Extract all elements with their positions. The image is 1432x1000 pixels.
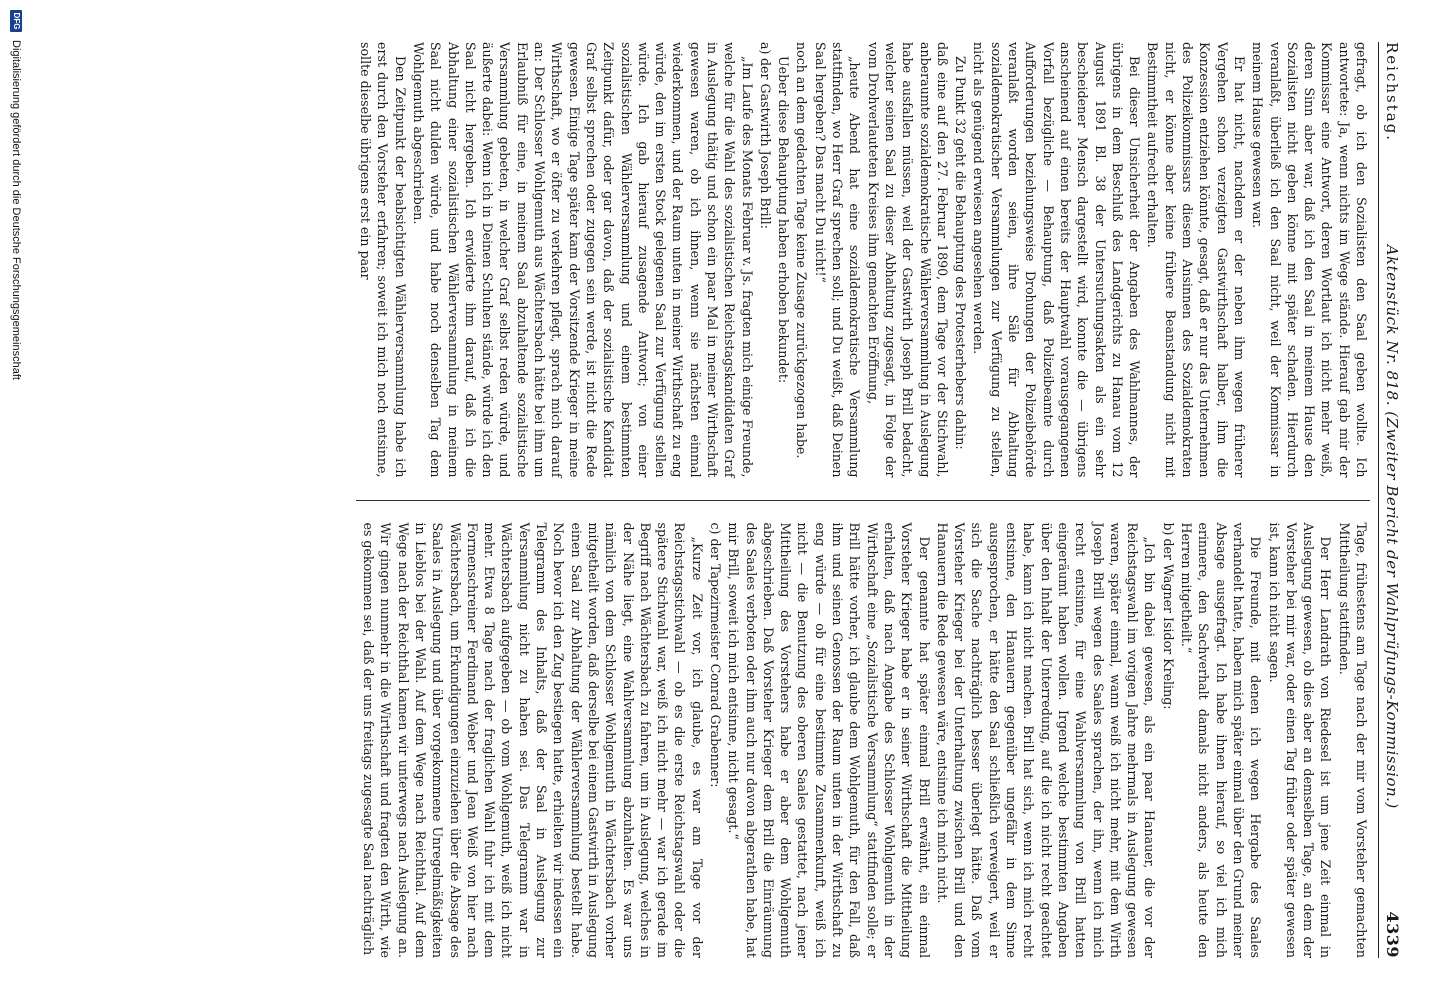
quote-paragraph: „Ich bin dabei gewesen, als ein paar Hanauer, die vor der Reichstagswahl im vorigen Jahre mehrmals in Auslegung gewesen waren, später einmal, wann weiß ich nicht mehr, mit dem Wirth Joseph Brill wegen des Saales sprachen, der ihn, wenn ich mich recht entsinne, für eine Wahlversammlung von Brill hatten eingeräumt haben wollen. Irgend welche bestimmten Angaben über den Inhalt der Unterredung, auf die ich nicht recht geachtet habe, kann ich nicht machen. Brill hat sich, wenn ich mich recht entsinne, den Hanauern gegenüber ungefähr in dem Sinne ausgesprochen, er hätte den Saal schließlich verweigert, weil er sich die Sache nachträglich besser überlegt hätte. Daß vom Vorsteher Krieger bei der Unterhaltung zwischen Brill und den Hanauern die Rede gewesen wäre, entsinne ich mich nicht. <box>934 522 1158 958</box>
item-text: der Wagner Isidor Kreling: <box>1160 538 1176 710</box>
text-columns <box>356 42 1370 958</box>
paragraph: Tage, frühestens am Tage nach der mir vom Vorsteher gemachten Mittheilung stattfinden. <box>1336 522 1369 958</box>
dfg-logo-icon: DFG <box>10 10 22 32</box>
item-text: der Tapezirmeister Conrad Grabenner: <box>708 538 724 788</box>
paragraph: Den Zeitpunkt der beabsichtigten Wählerversammlung habe ich erst durch den Vorsteher erfahren; soweit ich mich noch entsinne, sollte dieselbe übrigens erst ein paar <box>358 42 408 478</box>
item-mark: c) <box>708 522 724 535</box>
paragraph: daß eine auf den 27. Februar 1890, dem Tage vor der Stichwahl, anberaumte sozialdemokratische Wählerversammlung in Auslegung habe ausfallen müssen, weil der Gastwirth Joseph Brill bedacht, welcher seinen Saal zu dieser Abhaltung zugesagt, in Folge der vom Drohverlauteten Kreises ihm gemachten Eröffnung, <box>865 42 950 478</box>
digitization-footer <box>0 0 32 1000</box>
header-left: Reichstag. <box>1383 42 1401 143</box>
item-mark: b) <box>1160 522 1176 536</box>
witness-item-b <box>1159 523 1176 959</box>
column-right <box>356 523 1370 959</box>
document-page <box>36 28 1432 972</box>
column-left <box>356 42 1370 478</box>
witness-item-c <box>707 523 724 959</box>
quote-paragraph: „heute Abend hat eine sozialdemokratische Versammlung stattfinden, wo Herr Graf sprechen soll; und Du weißt, daß Deinen Saal hergeben? Das macht Du nicht!“ <box>812 42 863 478</box>
paragraph: Die Freunde, mit denen ich wegen Hergabe des Saales verhandelt hatte, haben mich später einmal über den Grund meiner Absage ausgefragt. Ich habe ihnen hierauf, so viel ich mich erinnere, den Sachverhalt damals nicht anders, als heute den Herren mitgetheilt.“ <box>1179 522 1264 958</box>
paragraph: Er hat nicht, nachdem er der neben ihm wegen früherer Vergehen schon verzeigten Gastwirthschaft halber, ihm die Konzession entziehen könnte, gesagt, daß er nur das Unternehmen des Polizeikommissars diesem Ansinnen des Sozialdemokraten nicht, er könne aber keine frühere Beanstandung nicht mit Bestimmtheit aufrecht erhalten. <box>1145 42 1247 478</box>
quote-paragraph: „Kurze Zeit vor, ich glaube, es war am Tage vor der Reichstagsstichwahl — ob es die erste Reichstagswahl oder die spätere Stichwahl war, weiß ich nicht mehr — war ich gerade im Begriff nach Wächtersbach zu fahren, um in Auslegung, welches in der Nähe liegt, eine Wahlversammlung abzuhalten. Es war uns nämlich von dem Schlosser Wohlgemuth in Wächtersbach vorher mitgetheilt worden, daß derselbe bei einem Gastwirth in Auslegung einen Saal zur Abhaltung der Wählerversammlung bestellt habe. Noch bevor ich den Zug bestiegen hatte, erhielten wir indessen ein Telegramm des Inhalts, daß der Saal in Auslegung zur Versammlung nicht zu haben sei. Das Telegramm war in Wächtersbach aufgegeben — ob vom Wohlgemuth, weiß ich nicht mehr. Etwa 8 Tage nach der fraglichen Wahl fuhr ich mit dem Formenschreiner Ferdinand Weber und Jean Weiß von hier nach Wächtersbach, um Erkundigungen einzuziehen über die Absage des Saales in Auslegung und über vorgekommene Unregelmäßigkeiten in Lieblos bei der Wahl. Auf dem Wege nach Reichthal. Auf dem Wege nach der Reichthal kamen wir unterwegs nach Auslegung an. Wir gingen nunmehr in die Wirthschaft und fragten den Wirth, wie es gekommen sei, daß der uns freitags zugesagte Saal nachträglich <box>361 522 705 958</box>
paragraph: Bei dieser Unsicherheit der Angaben des Wahlmannes, der übrigens in dem Beschluß des Landgerichts zu Hanau vom 12 August 1891 Bl. 38 der Untersuchungsakten als ein sehr bescheidener Mensch dargestellt wird, konnte die — übrigens anscheinend auf einen bereits der Hauptwahl vorausgegangenen Vorfall bezügliche — Behauptung, daß Polizeibeamte durch Aufforderungen beziehungsweise Drohungen der Polizeibehörde veranlaßt worden seien, ihre Säle für Abhaltung sozialdemokratischer Versammlungen zur Verfügung zu stellen, nicht als genügend erwiesen angesehen werden. <box>971 42 1143 478</box>
paragraph: Der genannte hat später einmal Brill erwähnt, ein einmal Vorsteher Krieger habe er in seiner Wirthschaft die Mittheilung erhalten, daß nach Angabe des Schlosser Wohlgemuth in der Wirthschaft eine „Sozialistische Versammlung“ stattfinden solle; er Brill hätte vorher, ich glaube dem Wohlgemuth, für den Fall, daß ihm und seinen Genossen der Raum unten in der Wirthschaft zu eng würde — ob für eine bestimmte Zusammenkunft, weiß ich nicht — die Benutzung des oberen Saales gestattet, nach jener Mittheilung des Vorstehers habe er aber dem Wohlgemuth abgeschrieben. Daß Vorsteher Krieger dem Brill die Einräumung des Saales verboten oder ihm auch nur davon abgerathen habe, hat mir Brill, soweit ich mich entsinne, nicht gesagt.“ <box>726 522 932 958</box>
quote-paragraph: „Im Laufe des Monats Februar v. Js. fragten mich einige Freunde, welche für die Wahl des sozialistischen Reichstagskandidaten Graf in Auslegung thätig und schon ein paar Mal in meiner Wirthschaft gewesen waren, ob ich ihnen, wenn sie nächsten einmal wiederkommen, und der Raum unten in meiner Wirthschaft zu eng würde, den im ersten Stock gelegenen Saal zur Verfügung stellen würde. Ich gab hierauf zusagende Antwort; von einer sozialistischen Wählerversammlung und einem bestimmten Zeitpunkt dafür, oder gar davon, daß der sozialistische Kandidat Graf selbst sprechen oder zugegen sein werde, ist nicht die Rede gewesen. Einige Tage später kam der Vorsitzende Krieger in meine Wirthschaft, wo er öfter zu verkehren pflegt, sprach mich darauf an: Der Schlosser Wohlgemuth aus Wächtersbach hätte bei ihm um Erlaubniß für eine, in meinem Saal abzuhaltende sozialistische Versammlung gebeten, in welcher Graf selbst reden würde, und äußerte dabei: Wenn ich in Deinen Schuhen stände, würde ich den Saal nicht hergeben. Ich erwiderte ihm darauf, daß ich die Abhaltung einer sozialistischen Wählerversammlung in meinem Saal nicht dulden würde, und habe noch denselben Tag dem Wohlgemuth abgeschrieben. <box>410 42 755 478</box>
header-title: Aktenstück Nr. 818. (Zweiter Bericht der Wahlprüfungs-Kommission.) <box>1383 244 1401 809</box>
paragraph: Zu Punkt 32 geht die Behauptung des Protesterhebers dahin: <box>953 56 969 450</box>
footer-text: Digitalisierung gefördert durch die Deutsche Forschungsgemeinschaft <box>10 40 22 380</box>
item-text: der Gastwirth Joseph Brill: <box>757 58 773 229</box>
item-mark: a) <box>757 42 773 55</box>
paragraph: noch an dem gedachten Tage keine Zusage zurückgezogen habe. <box>794 42 810 459</box>
column-divider <box>356 500 1370 501</box>
witness-item-a <box>757 42 774 478</box>
page-number: 4339 <box>1383 911 1402 958</box>
paragraph: gefragt, ob ich den Sozialisten den Saal geben wollte. Ich antwortete: Ja, wenn nichts im Wege stände. Hierauf gab mir der Kommissar eine Antwort, deren Wortlaut ich nicht mehr weiß, deren Sinn aber war, daß ich den Saal in meinem Hause den Sozialisten nicht geben könne mit später schaden. Hierdurch veranlaßt, überließ ich den Saal nicht, weil der Kommissar in meinem Hause gewesen war. <box>1250 42 1369 478</box>
page-header <box>1378 42 1402 958</box>
paragraph: Ueber diese Behauptung haben erhoben bekundet: <box>776 56 792 384</box>
paragraph: Der Herr Landrath von Riedesel ist um jene Zeit einmal in Auslegung gewesen, ob dies aber an demselben Tage, an dem der Vorsteher bei mir war, oder einen Tag früher oder später gewesen ist, kann ich nicht sagen. <box>1266 522 1334 958</box>
